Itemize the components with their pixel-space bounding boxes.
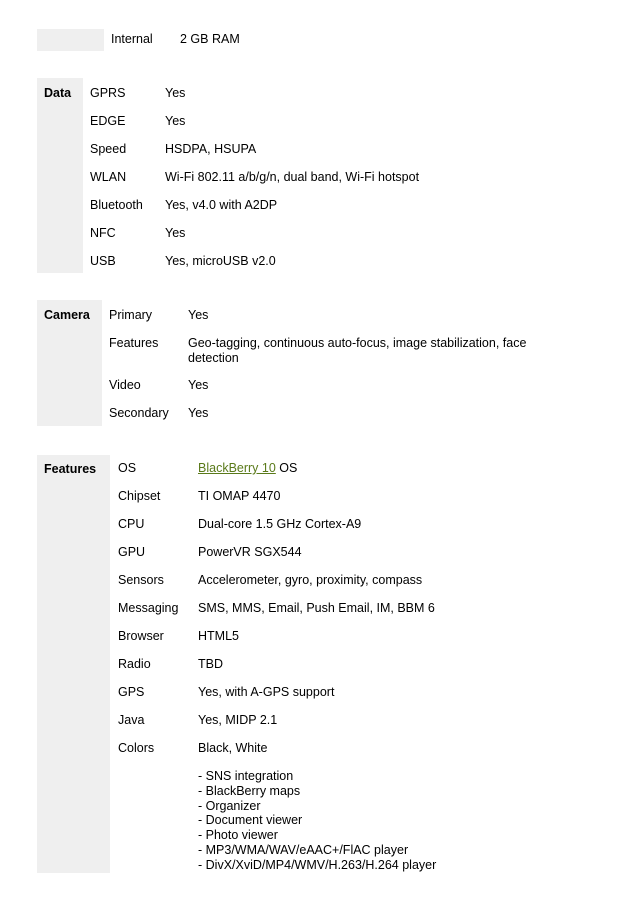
row-value: SMS, MMS, Email, Push Email, IM, BBM 6 [198,601,435,615]
row-label: EDGE [90,114,126,128]
data-category-cell [37,78,83,273]
row-value: Yes, MIDP 2.1 [198,713,278,727]
row-label: Messaging [118,601,179,615]
row-label: GPRS [90,86,126,100]
row-label: WLAN [90,170,127,184]
row-value: Wi-Fi 802.11 a/b/g/n, dual band, Wi-Fi hotspot [165,170,420,184]
row-value: PowerVR SGX544 [198,545,302,559]
row-value: Yes, microUSB v2.0 [165,254,276,268]
row-label: Secondary [109,406,169,420]
row-label: Radio [118,657,151,671]
row-value: Yes, v4.0 with A2DP [165,198,278,212]
row-label: Primary [109,308,153,322]
feature-extra-item: - Organizer [198,798,261,813]
row-value: Geo-tagging, continuous auto-focus, image stabilization, face detection [188,336,527,365]
memory-label: Internal [111,32,153,46]
row-value: Dual-core 1.5 GHz Cortex-A9 [198,517,362,531]
row-value: Yes [188,308,209,322]
os-suffix: OS [275,461,298,475]
row-value: HSDPA, HSUPA [165,142,257,156]
row-label: Video [109,378,141,392]
row-value: Black, White [198,741,268,755]
row-label: Sensors [118,573,164,587]
feature-extra-item: - Document viewer [198,813,303,828]
row-label: Bluetooth [90,198,143,212]
camera-category-cell [37,300,102,426]
row-value: Yes, with A-GPS support [198,685,335,699]
blackberry-10-link[interactable]: BlackBerry 10 [198,461,276,475]
row-label: Speed [90,142,127,156]
row-value: TBD [198,657,223,671]
row-label: Colors [118,741,155,755]
features-category-cell [37,455,110,873]
row-value: Yes [165,114,186,128]
row-label: Features [109,336,159,350]
row-value: Yes [165,226,186,240]
row-value: Yes [188,378,209,392]
row-label: Chipset [118,489,161,503]
features-category-label: Features [44,462,97,476]
row-label: GPU [118,545,146,559]
row-value: TI OMAP 4470 [198,489,281,503]
feature-extra-item: - SNS integration [198,769,294,783]
row-label: NFC [90,226,116,240]
row-label: USB [90,254,116,268]
row-label: GPS [118,685,145,699]
row-label: Browser [118,629,164,643]
memory-value: 2 GB RAM [180,32,240,46]
camera-category-label: Camera [44,308,90,322]
row-value: HTML5 [198,629,239,643]
feature-extra-item: - MP3/WMA/WAV/eAAC+/FlAC player [198,843,409,857]
memory-category-cell [37,29,104,51]
feature-extra-item: - DivX/XviD/MP4/WMV/H.263/H.264 player [198,857,437,872]
row-value: Yes [188,406,209,420]
row-label: Java [118,713,145,727]
data-category-label: Data [44,86,72,100]
row-value: Yes [165,86,186,100]
row-label: CPU [118,517,145,531]
feature-extra-item: - Photo viewer [198,828,278,843]
os-label: OS [118,461,137,475]
feature-extra-item: - BlackBerry maps [198,783,301,798]
os-value [198,461,297,476]
row-value: Accelerometer, gyro, proximity, compass [198,573,423,587]
